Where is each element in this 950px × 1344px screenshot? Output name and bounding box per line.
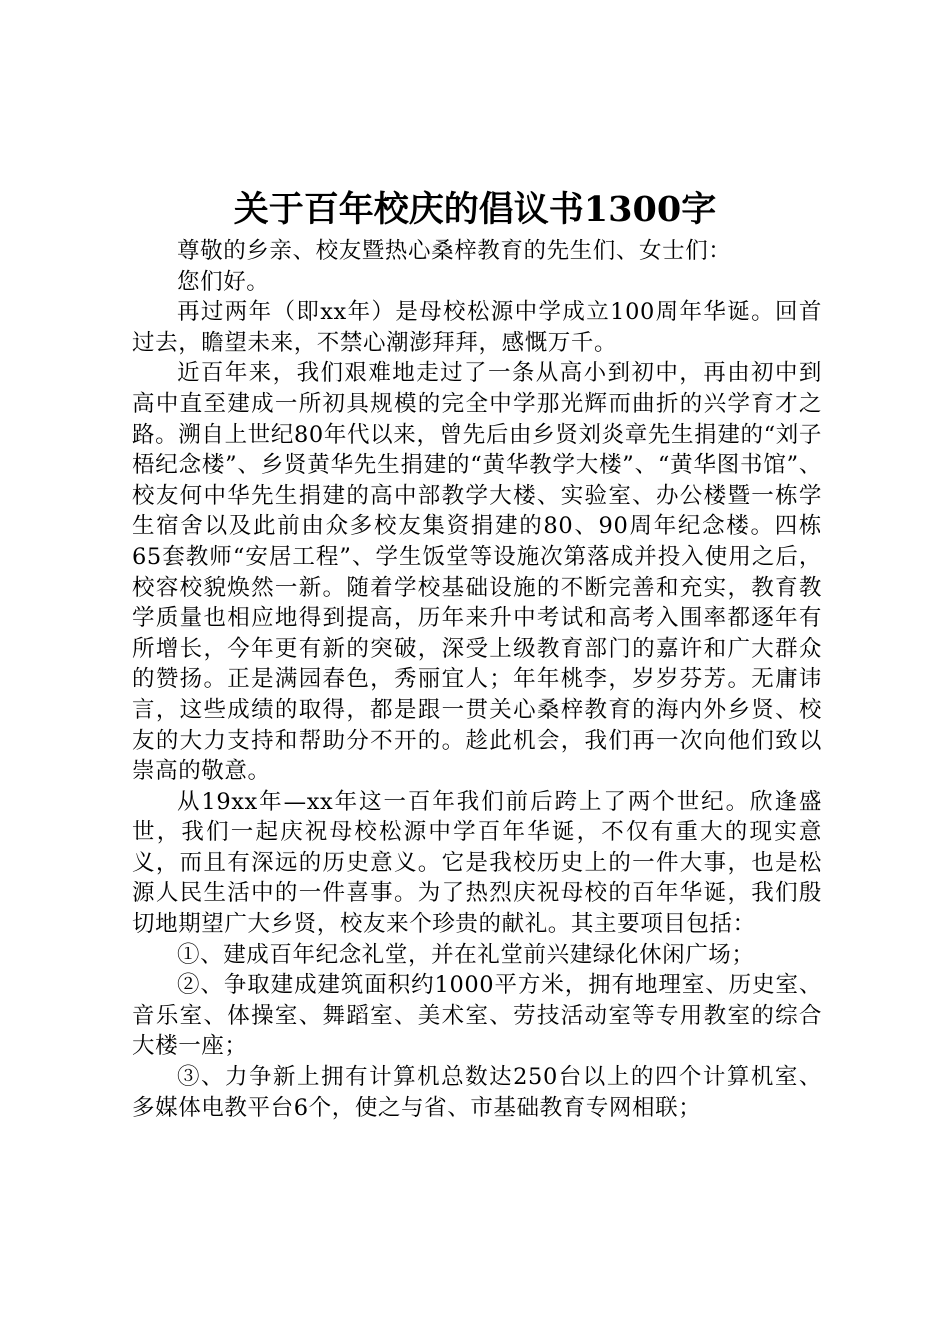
greeting: 您们好。 xyxy=(177,268,270,295)
paragraph: 近百年来，我们艰难地走过了一条从高小到初中，再由初中到高中直至建成一所初具规模的完全中学那光辉而曲折的兴学育才之路。溯自上世纪80年代以来，曾先后由乡贤刘炎章先生捐建的“刘子梧纪念楼”、乡贤黄华先生捐建的“黄华教学大楼”、“黄华图书馆”、校友何中华先生捐建的高中部教学大楼、实验室、办公楼暨一栋学生宿舍以及此前由众多校友集资捐建的80、90周年纪念楼。四栋65套教师“安居工程”、学生饭堂等设施次第落成并投入使用之后，校容校貌焕然一新。随着学校基础设施的不断完善和充实，教育教学质量也相应地得到提高，历年来升中考试和高考入围率都逐年有所增长，今年更有新的突破，深受上级教育部门的嘉许和广大群众的赞扬。正是满园春色，秀丽宜人；年年桃李，岁岁芬芳。无庸讳言，这些成绩的取得，都是跟一贯关心桑梓教育的海内外乡贤、校友的大力支持和帮助分不开的。趁此机会，我们再一次向他们致以崇高的敬意。 xyxy=(132,360,822,785)
list-item: ②、争取建成建筑面积约1000平方米，拥有地理室、历史室、音乐室、体操室、舞蹈室、美术室、劳技活动室等专用教室的综合大楼一座； xyxy=(132,972,822,1060)
document-title: 关于百年校庆的倡议书1300字 xyxy=(233,189,717,230)
document-body xyxy=(132,236,822,1123)
paragraph: 再过两年（即xx年）是母校松源中学成立100周年华诞。回首过去，瞻望未来，不禁心潮澎拜拜，感慨万千。 xyxy=(132,299,822,356)
list-item: ③、力争新上拥有计算机总数达250台以上的四个计算机室、多媒体电教平台6个，使之与省、市基础教育专网相联； xyxy=(132,1064,822,1121)
list-item: ①、建成百年纪念礼堂，并在礼堂前兴建绿化休闲广场； xyxy=(177,941,755,968)
salutation: 尊敬的乡亲、校友暨热心桑梓教育的先生们、女士们： xyxy=(177,238,732,264)
paragraph: 从19xx年—xx年这一百年我们前后跨上了两个世纪。欣逢盛世，我们一起庆祝母校松源中学百年华诞，不仅有重大的现实意义，而且有深远的历史意义。它是我校历史上的一件大事，也是松源人民生活中的一件喜事。为了热烈庆祝母校的百年华诞，我们殷切地期望广大乡贤，校友来个珍贵的献礼。其主要项目包括： xyxy=(132,788,822,938)
